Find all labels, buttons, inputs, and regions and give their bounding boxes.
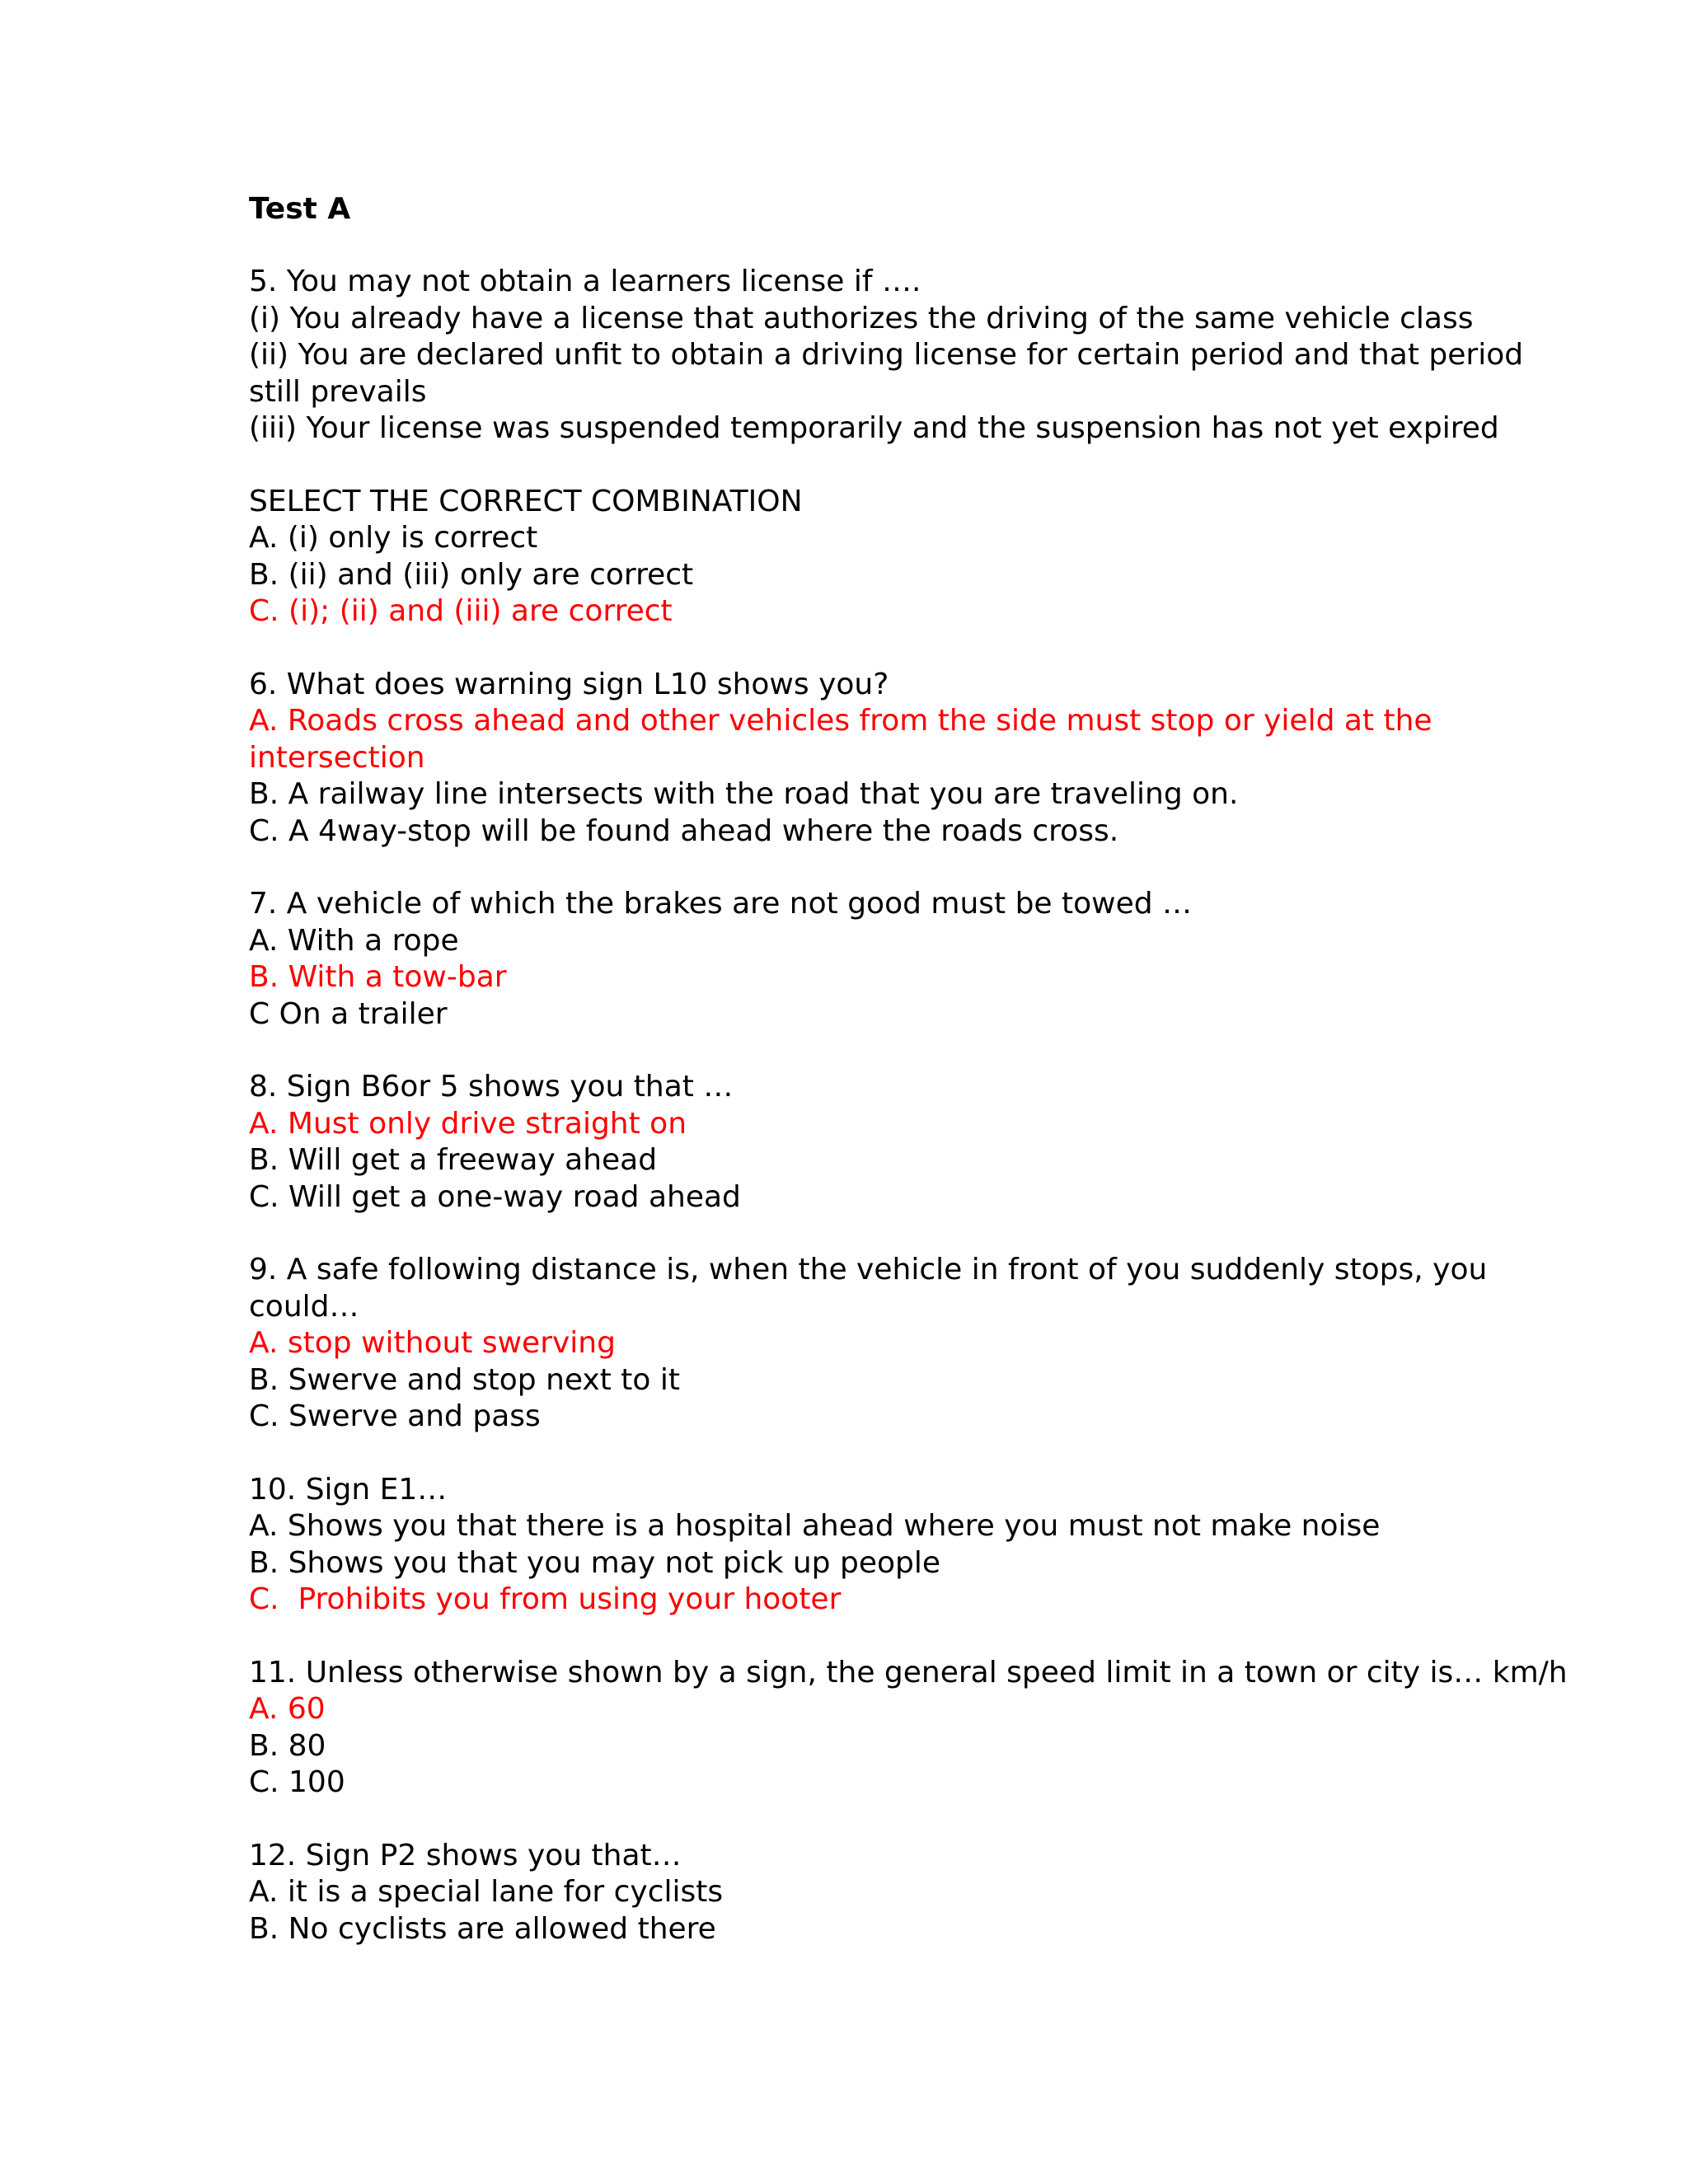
text-line: (iii) Your license was suspended temporarily and the suspension has not yet expired (249, 411, 1499, 445)
text-line: C. 100 (249, 1765, 345, 1799)
text-line: C. Will get a one-way road ahead (249, 1179, 741, 1214)
text-line: 9. A safe following distance is, when the vehicle in front of you suddenly stops, you (249, 1253, 1488, 1286)
correct-answer-line: C. (i); (ii) and (iii) are correct (249, 594, 673, 628)
correct-answer-line: intersection (249, 740, 425, 775)
text-line: 8. Sign B6or 5 shows you that … (249, 1070, 734, 1104)
correct-answer-line: C. Prohibits you from using your hooter (249, 1582, 842, 1616)
correct-answer-line: A. 60 (249, 1692, 326, 1726)
question-block (249, 1838, 1535, 1948)
text-line: B. Swerve and stop next to it (249, 1362, 680, 1397)
correct-answer-line: A. Roads cross ahead and other vehicles from the side must stop or yield at the (249, 704, 1432, 738)
text-line: A. With a rope (249, 923, 459, 958)
question-block (249, 264, 1535, 448)
text-line: 12. Sign P2 shows you that… (249, 1838, 682, 1872)
text-line: C. A 4way-stop will be found ahead where the roads cross. (249, 813, 1119, 848)
correct-answer-line: A. stop without swerving (249, 1326, 616, 1360)
text-line: B. Will get a freeway ahead (249, 1143, 658, 1177)
text-line: SELECT THE CORRECT COMBINATION (249, 484, 803, 518)
text-line: C. Swerve and pass (249, 1399, 541, 1433)
text-line: 6. What does warning sign L10 shows you? (249, 667, 889, 701)
question-block (249, 1069, 1535, 1216)
text-line: still prevails (249, 374, 427, 409)
question-block (249, 667, 1535, 851)
text-line: B. No cyclists are allowed there (249, 1911, 716, 1946)
question-list (249, 264, 1568, 1947)
question-block (249, 1252, 1535, 1436)
question-block (249, 1472, 1535, 1619)
question-block (249, 1655, 1568, 1802)
text-line: 11. Unless otherwise shown by a sign, the general speed limit in a town or city is… km/h (249, 1655, 1568, 1690)
text-line: B. A railway line intersects with the road that you are traveling on. (249, 777, 1239, 811)
text-line: 5. You may not obtain a learners license if …. (249, 265, 921, 298)
text-line: B. 80 (249, 1728, 326, 1763)
correct-answer-line: A. Must only drive straight on (249, 1106, 687, 1141)
text-line: (i) You already have a license that authorizes the driving of the same vehicle class (249, 301, 1474, 335)
text-line: B. (ii) and (iii) only are correct (249, 557, 694, 592)
text-line: A. it is a special lane for cyclists (249, 1875, 724, 1909)
page-title: Test A (249, 192, 351, 226)
text-line: could… (249, 1289, 359, 1324)
text-line: A. Shows you that there is a hospital ahead where you must not make noise (249, 1509, 1381, 1543)
text-line: 10. Sign E1… (249, 1472, 448, 1507)
question-block (249, 484, 1535, 630)
text-line: C On a trailer (249, 996, 448, 1031)
text-line: B. Shows you that you may not pick up people (249, 1545, 941, 1580)
text-line: A. (i) only is correct (249, 521, 538, 555)
text-line: (ii) You are declared unfit to obtain a driving license for certain period and that period (249, 338, 1524, 372)
correct-answer-line: B. With a tow-bar (249, 960, 507, 994)
question-block (249, 886, 1535, 1033)
document-page (249, 191, 1568, 1984)
text-line: 7. A vehicle of which the brakes are not good must be towed … (249, 887, 1193, 921)
